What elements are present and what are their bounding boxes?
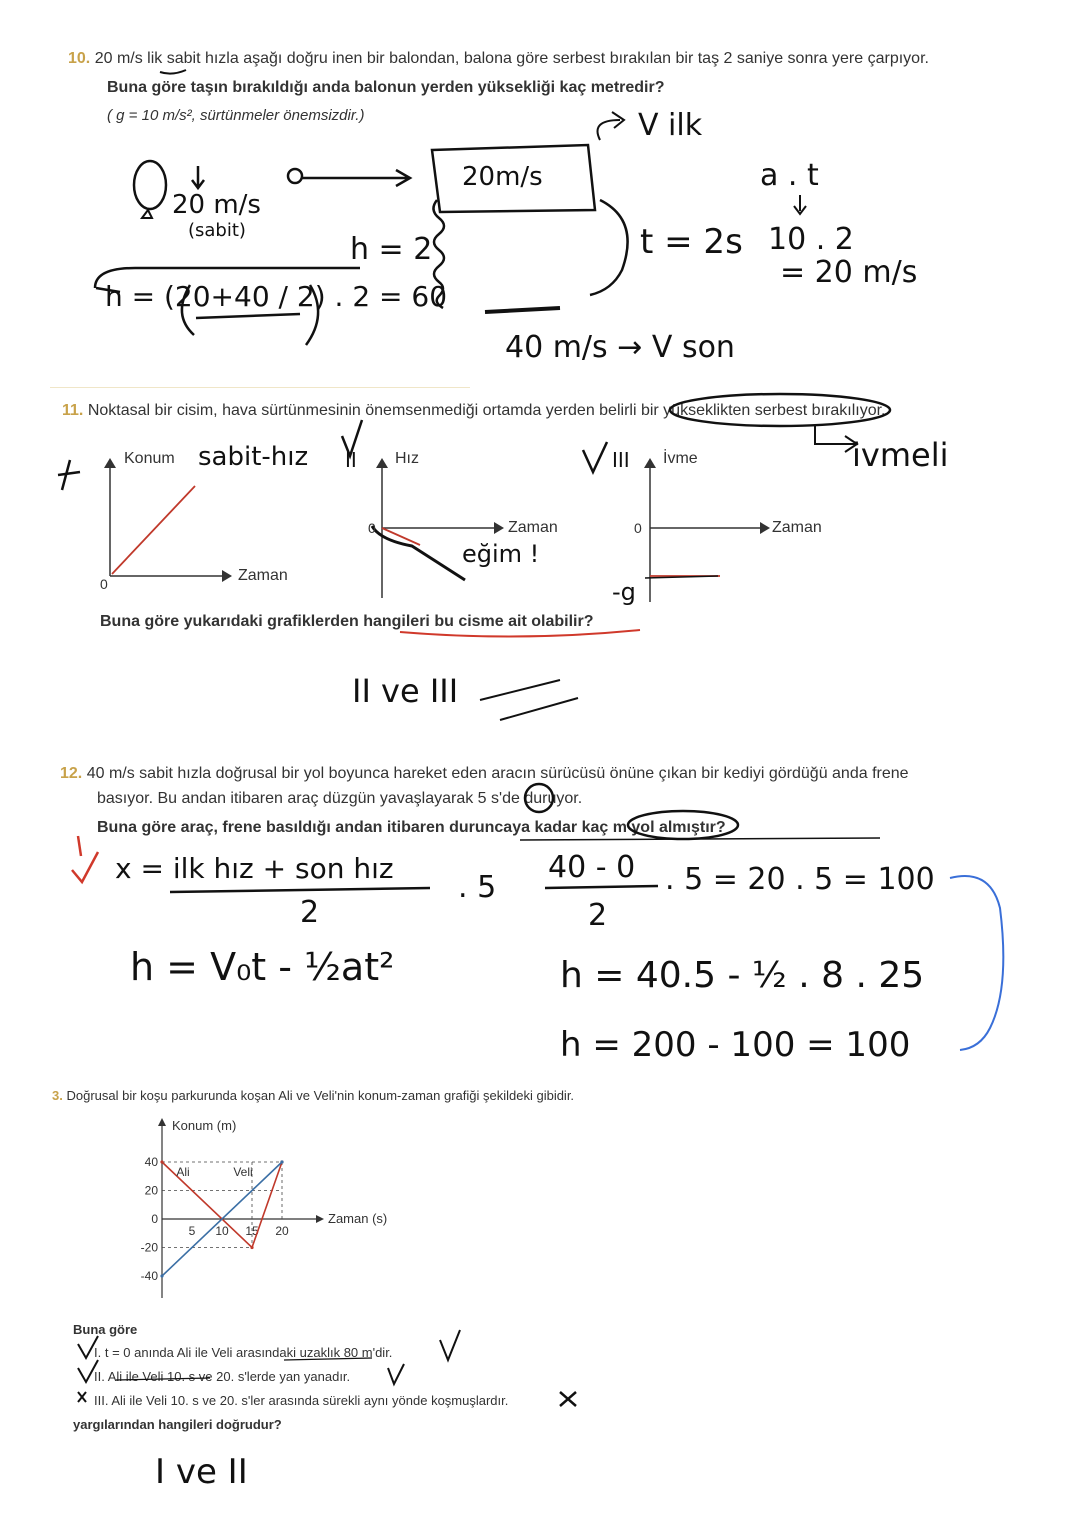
q12-number: 12. (60, 765, 83, 782)
q10-hw-at: a . t (760, 158, 819, 193)
q11-hw-answer: II ve III (352, 672, 459, 710)
q11-g2-ylabel: Hız (395, 450, 419, 467)
q10-hw-h-eq: h = (20+40 / 2) . 2 = 60 (105, 280, 448, 313)
q10-hw-sabit: (sabit) (188, 220, 246, 241)
q10-hw-t: t = 2s (640, 222, 743, 262)
q12-hw-times5: . 5 (458, 870, 497, 905)
series-point-veli (160, 1274, 163, 1277)
q12-hw-frac-den: 2 (588, 898, 608, 933)
q10-hw-velocity: 20 m/s (172, 190, 261, 220)
x-tick-label: 20 (275, 1224, 289, 1238)
q10-hw-ten-two: 10 . 2 (768, 222, 854, 257)
series-label-ali: Ali (176, 1165, 190, 1179)
q11-g1-origin: 0 (100, 576, 108, 592)
q11-text: Noktasal bir cisim, hava sürtünmesinin önemsenmediği ortamda yerden belirli bir yükseklikten serbest bırakılıyor. (87, 402, 886, 419)
q12-text1: 40 m/s sabit hızla doğrusal bir yol boyunca hareket eden aracın sürücüsü önüne çıkan bir kediyi gördüğü anda frene (86, 765, 909, 782)
q10-hw-result-v: = 20 m/s (780, 255, 918, 290)
q3-text-2: Ali ile Veli 10. s ve 20. s'lerde yan yanadır. (107, 1369, 351, 1384)
q12-text2: basıyor. Bu andan itibaren araç düzgün yavaşlayarak 5 s'de duruyor. (97, 790, 583, 807)
q3-handwriting-marks (60, 1320, 620, 1440)
q11-graphs (0, 380, 1080, 740)
q3-line1 (52, 1088, 574, 1103)
q12-hw-sub: h = 40.5 - ½ . 8 . 25 (560, 955, 925, 996)
q10-hw-h-two: h = 2 (350, 232, 433, 267)
q10-hw-final-v: 40 m/s → V son (505, 330, 735, 365)
q11-hw-sabit-hiz: sabit-hız (198, 442, 309, 472)
q11-g1-xlabel: Zaman (238, 567, 288, 584)
q3-roman-1: I. (94, 1345, 102, 1360)
q11-hw-egim: eğim ! (462, 540, 540, 568)
q3-text-1: t = 0 anında Ali ile Veli arasındaki uzaklık 80 m'dir. (104, 1345, 393, 1360)
series-point-ali (160, 1160, 163, 1163)
series-point-veli (280, 1160, 283, 1163)
q12-question: Buna göre araç, frene basıldığı andan itibaren duruncaya kadar kaç m yol almıştır? (97, 819, 726, 836)
q3-number: 3. (52, 1088, 63, 1103)
y-tick-label: -20 (140, 1240, 158, 1255)
q11-g1-ylabel: Konum (124, 450, 175, 467)
y-axis-arrow (158, 1118, 166, 1126)
x-axis-arrow (316, 1215, 324, 1223)
q11-g2-origin: 0 (368, 520, 376, 536)
q3-question: yargılarından hangileri doğrudur? (73, 1417, 282, 1432)
q11-hw-mark-1: II (345, 448, 357, 472)
x-axis-label: Zaman (s) (328, 1211, 388, 1226)
q11-g3-origin: 0 (634, 520, 642, 536)
q11-g3-ylabel: İvme (663, 450, 698, 467)
q12-hw-formula2: h = V₀t - ½at² (130, 945, 395, 989)
q12-hw-final: h = 200 - 100 = 100 (560, 1025, 911, 1065)
y-tick-label: 40 (144, 1155, 158, 1169)
q12-hw-formula1: x = ilk hız + son hız (115, 852, 394, 885)
q3-text: Doğrusal bir koşu parkurunda koşan Ali ve Veli'nin konum-zaman grafiği şekildeki gibidir. (66, 1088, 575, 1103)
q11-g3-xlabel: Zaman (772, 519, 822, 536)
q12-hw-result1: . 5 = 20 . 5 = 100 (665, 862, 935, 897)
q10-number: 10. (68, 50, 91, 67)
y-axis-label: Konum (m) (172, 1118, 237, 1133)
q12-handwriting-strokes (0, 770, 1080, 1070)
q3-roman-2: II. (94, 1369, 105, 1384)
q10-note: ( g = 10 m/s², sürtünmeler önemsizdir.) (107, 107, 365, 124)
q11-number: 11. (62, 402, 84, 419)
y-tick-label: -40 (140, 1269, 158, 1283)
q10-question: Buna göre taşın bırakıldığı anda balonun yerden yüksekliği kaç metredir? (107, 79, 665, 96)
y-tick-label: 0 (151, 1212, 158, 1226)
q12-hw-formula1-den: 2 (300, 895, 320, 930)
q3-text-3: Ali ile Veli 10. s ve 20. s'ler arasında sürekli aynı yönde koşmuşlardır. (111, 1393, 509, 1408)
q11-question: Buna göre yukarıdaki grafiklerden hangileri bu cisme ait olabilir? (100, 613, 594, 630)
x-tick-label: 15 (245, 1224, 259, 1238)
q11-g3-neg: -g (612, 578, 636, 606)
q10-text: 20 m/s lik sabit hızla aşağı doğru inen bir balondan, balona göre serbest bırakılan bir taş 2 saniye sonra yere çarpıyor. (94, 50, 929, 67)
q3-roman-3: III. (94, 1393, 109, 1408)
series-point-ali (250, 1246, 253, 1249)
x-tick-label: 5 (188, 1224, 196, 1238)
series-label-veli: Veli (233, 1165, 253, 1179)
q3-intro: Buna göre (73, 1322, 138, 1337)
q11-hw-ivmeli: ivmeli (852, 436, 949, 474)
konum-zaman-chart (120, 1110, 420, 1310)
q11-g2-xlabel: Zaman (508, 519, 558, 536)
q3-hw-answer: I ve II (155, 1452, 248, 1492)
q10-hw-box: 20m/s (462, 162, 543, 192)
x-tick-label: 10 (215, 1224, 229, 1238)
q10-hw-vilk: V ilk (638, 108, 703, 143)
y-tick-label: 20 (144, 1183, 158, 1198)
q11-hw-mark-2: III (612, 448, 630, 472)
q12-hw-frac-num: 40 - 0 (548, 850, 636, 885)
